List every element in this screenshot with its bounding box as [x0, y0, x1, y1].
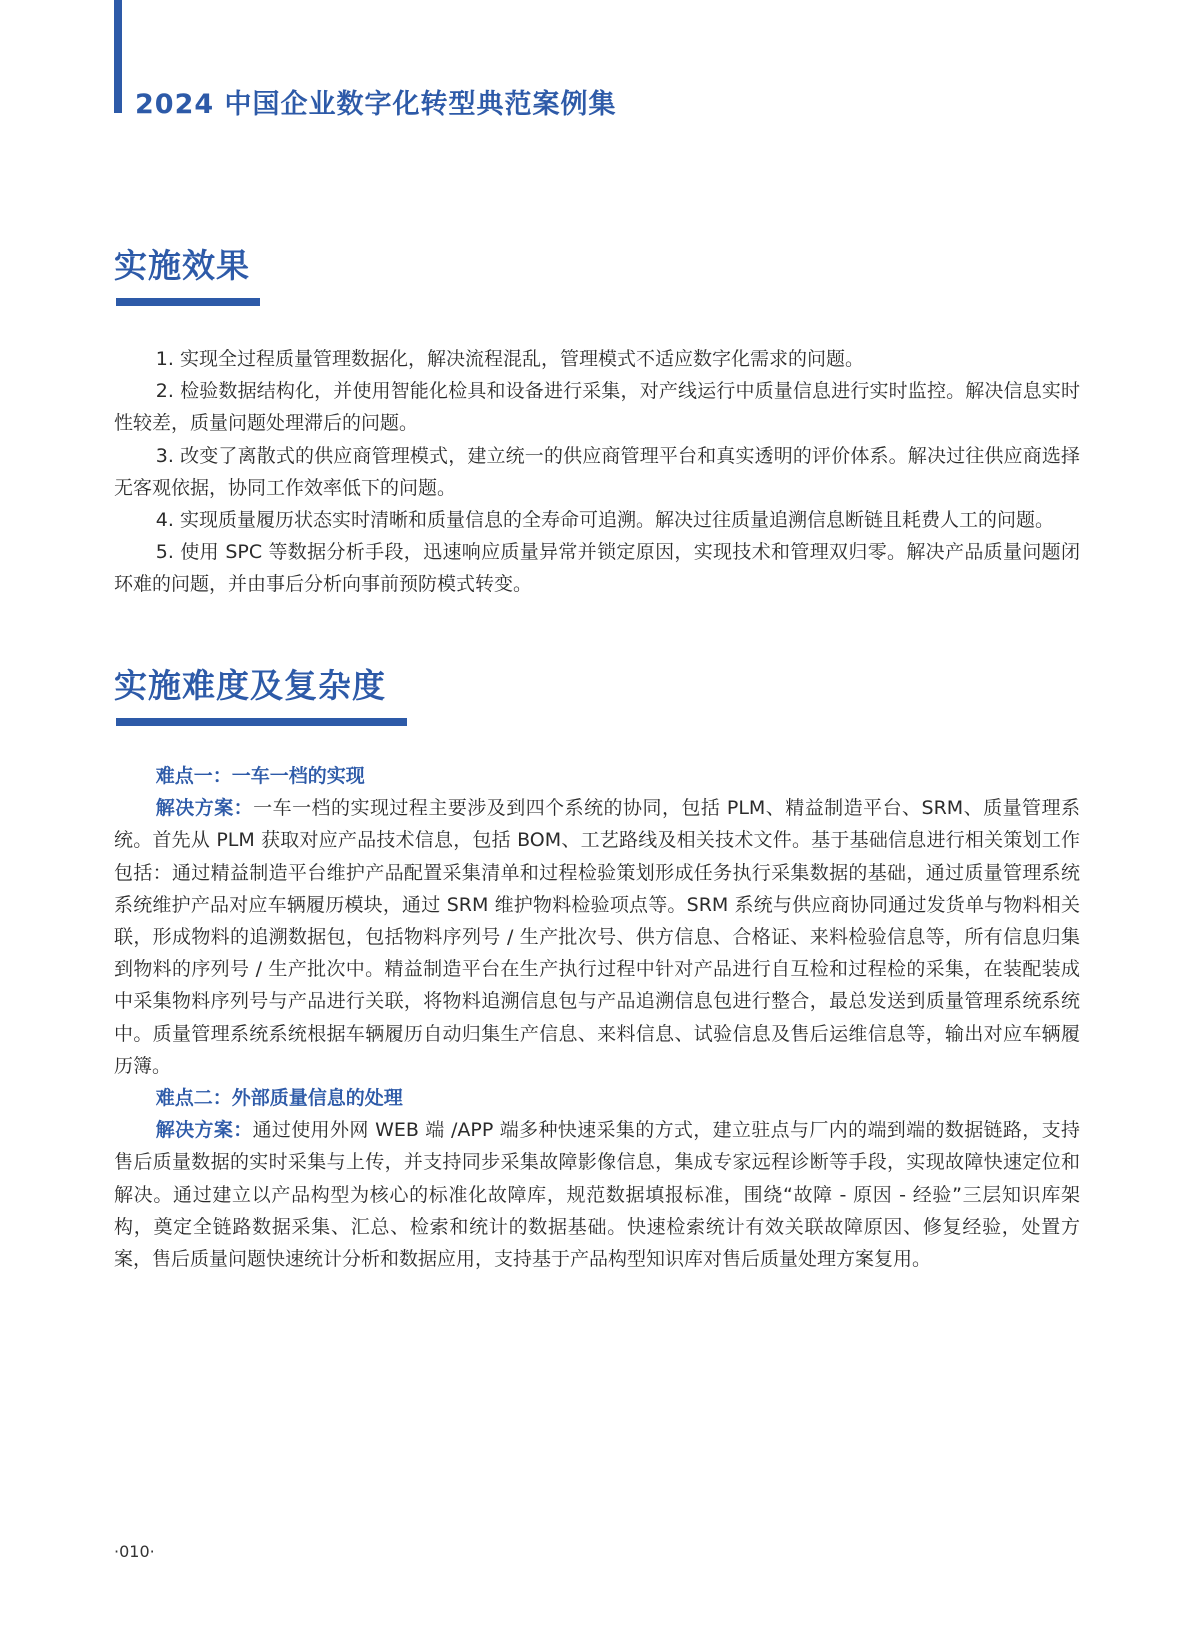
effect-item: 4. 实现质量履历状态实时清晰和质量信息的全寿命可追溯。解决过往质量追溯信息断链且耗费人工的问题。 [155, 509, 1054, 532]
document-title: 2024 中国企业数字化转型典范案例集 [135, 89, 617, 120]
page-number: ·010· [114, 1542, 155, 1561]
difficulty-solution [114, 1114, 1080, 1275]
effect-item: 2. 检验数据结构化，并使用智能化检具和设备进行采集，对产线运行中质量信息进行实时监控。解决信息实时性较差，质量问题处理滞后的问题。 [114, 380, 1080, 435]
difficulty-solution [114, 792, 1080, 1082]
effects-list [114, 343, 1080, 601]
difficulty-list [114, 760, 1080, 1275]
solution-text: 通过使用外网 WEB 端 /APP 端多种快速采集的方式，建立驻点与厂内的端到端的数据链路，支持售后质量数据的实时采集与上传，并支持同步采集故障影像信息，集成专家远程诊断等手段，实现故障快速定位和解决。通过建立以产品构型为核心的标准化故障库，规范数据填报标准，围绕“故障 - 原因 - 经验”三层知识库架构，奠定全链路数据采集、汇总、检索和统计的数据基础。快速检索统计有效关联故障原因、修复经验，处置方案，售后质量问题快速统计分析和数据应用，支持基于产品构型知识库对售后质量处理方案复用。 [114, 1119, 1080, 1271]
effect-item: 3. 改变了离散式的供应商管理模式，建立统一的供应商管理平台和真实透明的评价体系。解决过往供应商选择无客观依据，协同工作效率低下的问题。 [114, 444, 1080, 499]
effect-item: 1. 实现全过程质量管理数据化，解决流程混乱，管理模式不适应数字化需求的问题。 [155, 348, 864, 370]
difficulty-title: 难点二：外部质量信息的处理 [155, 1087, 403, 1110]
header-accent-bar [114, 0, 122, 113]
heading-underline [116, 718, 407, 726]
section-heading-effects: 实施效果 [114, 246, 250, 285]
solution-text: 一车一档的实现过程主要涉及到四个系统的协同，包括 PLM、精益制造平台、SRM、质量管理系统。首先从 PLM 获取对应产品技术信息，包括 BOM、工艺路线及相关技术文件。基于基础信息进行相关策划工作包括：通过精益制造平台维护产品配置采集清单和过程检验策划形成任务执行采集数据的基础，通过质量管理系统系统维护产品对应车辆履历模块，通过 SRM 维护物料检验项点等。SRM 系统与供应商协同通过发货单与物料相关联，形成物料的追溯数据包，包括物料序列号 / 生产批次号、供方信息、合格证、来料检验信息等，所有信息归集到物料的序列号 / 生产批次中。精益制造平台在生产执行过程中针对产品进行自互检和过程检的采集，在装配装成中采集物料序列号与产品进行关联，将物料追溯信息包与产品追溯信息包进行整合，最总发送到质量管理系统系统中。质量管理系统系统根据车辆履历自动归集生产信息、来料信息、试验信息及售后运维信息等，输出对应车辆履历簿。 [114, 797, 1080, 1077]
difficulty-title: 难点一：一车一档的实现 [155, 765, 365, 787]
section-heading-difficulty: 实施难度及复杂度 [114, 666, 386, 705]
effect-item: 5. 使用 SPC 等数据分析手段，迅速响应质量异常并锁定原因，实现技术和管理双归零。解决产品质量问题闭环难的问题，并由事后分析向事前预防模式转变。 [114, 541, 1080, 596]
solution-label: 解决方案： [155, 1119, 253, 1142]
heading-underline [116, 298, 260, 306]
solution-label: 解决方案： [155, 797, 254, 820]
